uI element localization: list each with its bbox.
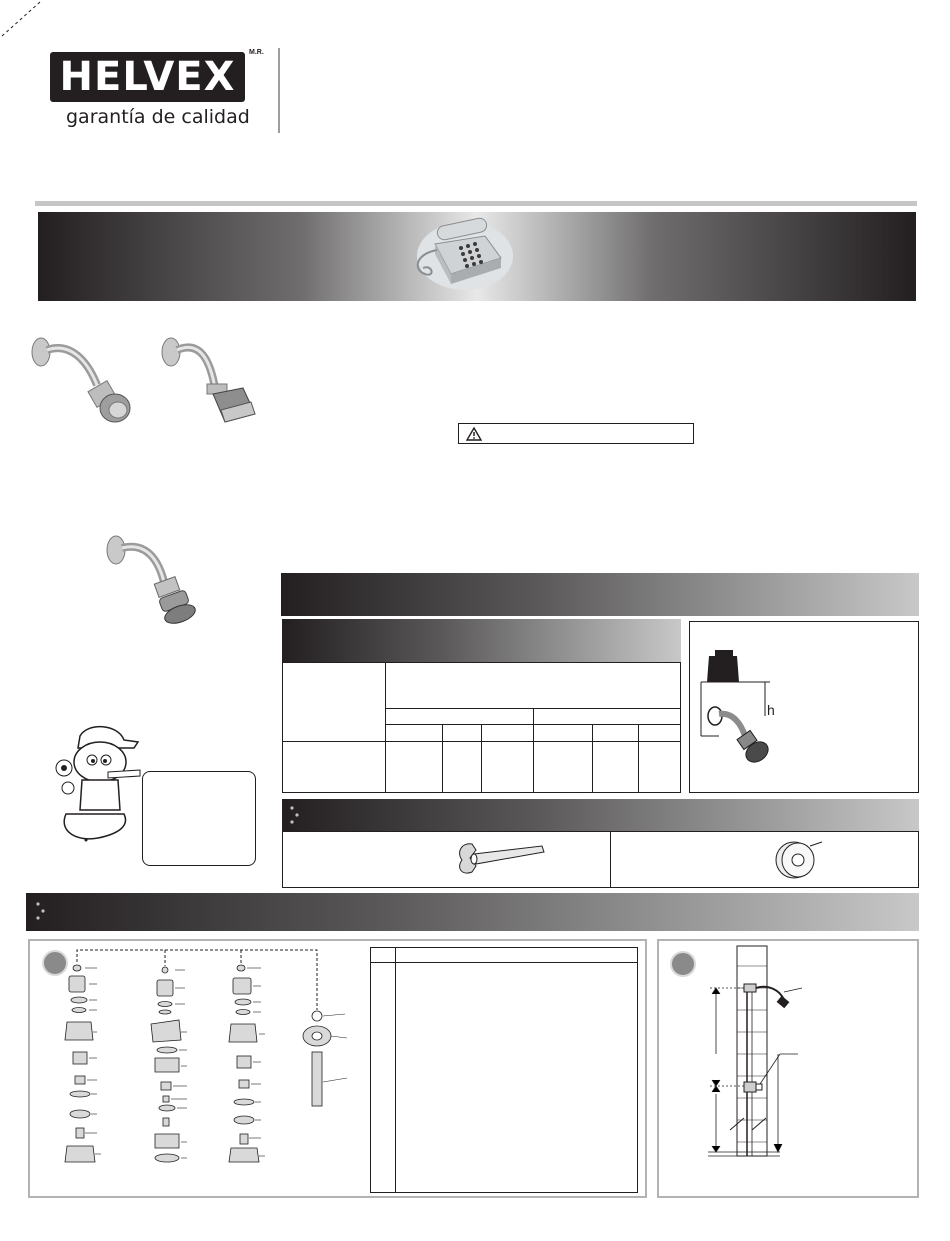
header-rule xyxy=(35,201,917,206)
step-2-badge xyxy=(670,951,696,977)
height-label: h xyxy=(767,702,775,718)
tools-bar xyxy=(282,799,919,831)
exploded-parts-diagram xyxy=(55,948,355,1173)
plumber-mascot-icon xyxy=(48,722,148,847)
brand-logo: HELVEX xyxy=(59,54,236,100)
parts-list-table xyxy=(370,947,638,1193)
warning-box xyxy=(458,423,694,444)
brand-tagline: garantía de calidad xyxy=(66,106,250,128)
teflon-tape-icon xyxy=(770,836,826,882)
pressure-table-bar xyxy=(282,619,681,662)
installation-height-diagram xyxy=(695,640,795,780)
shower-head-slim-image xyxy=(100,530,210,625)
header-divider xyxy=(278,48,280,133)
technical-data-bar xyxy=(281,573,919,616)
bullet-dots-icon xyxy=(288,805,304,825)
adjustable-wrench-icon xyxy=(452,838,548,882)
registered-mark: M.R. xyxy=(249,49,264,56)
installation-bar xyxy=(26,893,919,931)
corner-crop-mark xyxy=(0,0,45,40)
mascot-speech-bubble xyxy=(142,771,256,866)
warning-triangle-icon xyxy=(466,427,482,441)
shower-head-round-image xyxy=(25,330,135,430)
bullet-dots-icon xyxy=(34,901,50,921)
shower-head-square-image xyxy=(155,330,265,430)
wall-installation-diagram xyxy=(700,944,810,1164)
telephone-icon xyxy=(405,214,515,294)
